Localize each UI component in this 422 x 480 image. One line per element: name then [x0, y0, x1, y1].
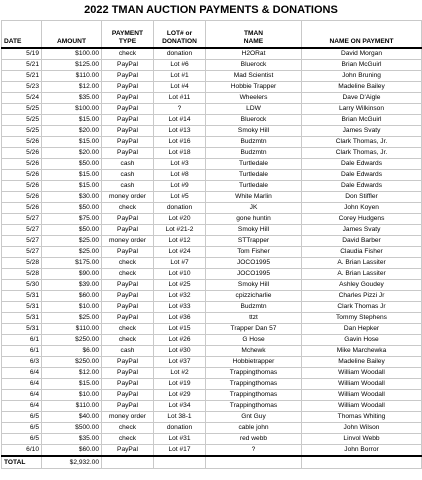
table-row: [2, 82, 422, 93]
cell-lot-or-donation: Lot #36: [154, 313, 206, 324]
cell-lot-or-donation: Lot #24: [154, 247, 206, 258]
total-row: [2, 456, 422, 469]
cell-date: 5/26: [2, 192, 42, 203]
cell-payment-type: check: [102, 258, 154, 269]
cell-name-on-payment: Claudia Fisher: [302, 247, 422, 258]
cell-amount: $35.00: [42, 434, 102, 445]
header-name-on-payment: NAME ON PAYMENT: [302, 21, 422, 49]
cell-date: 5/28: [2, 258, 42, 269]
cell-amount: $10.00: [42, 302, 102, 313]
cell-payment-type: PayPal: [102, 390, 154, 401]
cell-payment-type: check: [102, 48, 154, 60]
table-row: [2, 214, 422, 225]
cell-tman-name: Trappingthomas: [206, 379, 302, 390]
cell-amount: $90.00: [42, 269, 102, 280]
cell-name-on-payment: Madeline Bailey: [302, 82, 422, 93]
empty-cell: [154, 456, 206, 469]
cell-lot-or-donation: Lot #12: [154, 236, 206, 247]
cell-name-on-payment: Brian McGuirl: [302, 115, 422, 126]
cell-name-on-payment: Clark Thomas Jr: [302, 302, 422, 313]
table-row: [2, 126, 422, 137]
cell-date: 6/5: [2, 434, 42, 445]
cell-payment-type: PayPal: [102, 214, 154, 225]
table-row: [2, 60, 422, 71]
cell-amount: $75.00: [42, 214, 102, 225]
cell-tman-name: Wheelers: [206, 93, 302, 104]
cell-payment-type: PayPal: [102, 104, 154, 115]
cell-lot-or-donation: Lot #7: [154, 258, 206, 269]
cell-amount: $20.00: [42, 126, 102, 137]
cell-tman-name: Hobbietrapper: [206, 357, 302, 368]
table-row: [2, 346, 422, 357]
table-row: [2, 104, 422, 115]
cell-name-on-payment: A. Brian Lassiter: [302, 269, 422, 280]
cell-tman-name: Turtledale: [206, 159, 302, 170]
cell-name-on-payment: A. Brian Lassiter: [302, 258, 422, 269]
cell-date: 5/26: [2, 203, 42, 214]
cell-amount: $50.00: [42, 225, 102, 236]
cell-date: 5/27: [2, 247, 42, 258]
table-row: [2, 258, 422, 269]
cell-lot-or-donation: Lot #9: [154, 181, 206, 192]
table-row: [2, 203, 422, 214]
cell-payment-type: PayPal: [102, 401, 154, 412]
cell-date: 6/4: [2, 390, 42, 401]
cell-name-on-payment: Clark Thomas, Jr.: [302, 137, 422, 148]
empty-cell: [206, 456, 302, 469]
cell-lot-or-donation: Lot #34: [154, 401, 206, 412]
cell-lot-or-donation: Lot #11: [154, 93, 206, 104]
cell-date: 6/10: [2, 445, 42, 457]
cell-amount: $15.00: [42, 115, 102, 126]
total-amount: $2,932.00: [42, 456, 102, 469]
cell-lot-or-donation: Lot 38-1: [154, 412, 206, 423]
cell-payment-type: PayPal: [102, 313, 154, 324]
cell-lot-or-donation: Lot #29: [154, 390, 206, 401]
header-lot-or-donation: LOT# or DONATION: [154, 21, 206, 49]
cell-amount: $30.00: [42, 192, 102, 203]
cell-payment-type: check: [102, 324, 154, 335]
cell-lot-or-donation: donation: [154, 423, 206, 434]
cell-tman-name: Budzmtn: [206, 302, 302, 313]
cell-date: 5/28: [2, 269, 42, 280]
cell-tman-name: LDW: [206, 104, 302, 115]
cell-lot-or-donation: Lot #5: [154, 192, 206, 203]
cell-name-on-payment: Dave D'Aigle: [302, 93, 422, 104]
cell-payment-type: PayPal: [102, 148, 154, 159]
table-row: [2, 357, 422, 368]
cell-lot-or-donation: Lot #33: [154, 302, 206, 313]
cell-payment-type: PayPal: [102, 82, 154, 93]
table-row: [2, 324, 422, 335]
cell-lot-or-donation: Lot #37: [154, 357, 206, 368]
cell-name-on-payment: John Koyen: [302, 203, 422, 214]
cell-name-on-payment: William Woodall: [302, 401, 422, 412]
cell-date: 5/31: [2, 324, 42, 335]
cell-amount: $25.00: [42, 247, 102, 258]
cell-tman-name: Smoky Hill: [206, 225, 302, 236]
cell-payment-type: cash: [102, 181, 154, 192]
header-amount: AMOUNT: [42, 21, 102, 49]
cell-amount: $20.00: [42, 148, 102, 159]
cell-tman-name: Turtledale: [206, 181, 302, 192]
cell-payment-type: PayPal: [102, 291, 154, 302]
cell-name-on-payment: John Borror: [302, 445, 422, 457]
cell-date: 5/31: [2, 302, 42, 313]
cell-date: 6/5: [2, 412, 42, 423]
cell-payment-type: PayPal: [102, 302, 154, 313]
table-row: [2, 236, 422, 247]
cell-date: 6/3: [2, 357, 42, 368]
cell-amount: $15.00: [42, 181, 102, 192]
cell-name-on-payment: Dale Edwards: [302, 159, 422, 170]
cell-tman-name: gone huntin: [206, 214, 302, 225]
cell-payment-type: PayPal: [102, 225, 154, 236]
cell-name-on-payment: David Morgan: [302, 48, 422, 60]
header-row: [2, 21, 422, 49]
cell-amount: $100.00: [42, 48, 102, 60]
cell-name-on-payment: Dan Hepker: [302, 324, 422, 335]
cell-tman-name: Budzmtn: [206, 148, 302, 159]
cell-name-on-payment: Corey Hudgens: [302, 214, 422, 225]
cell-lot-or-donation: Lot #14: [154, 115, 206, 126]
table-row: [2, 445, 422, 457]
cell-tman-name: ?: [206, 445, 302, 457]
cell-tman-name: Hobbie Trapper: [206, 82, 302, 93]
sheet-title: 2022 TMAN AUCTION PAYMENTS & DONATIONS: [84, 4, 338, 16]
table-row: [2, 401, 422, 412]
table-row: [2, 280, 422, 291]
cell-name-on-payment: Dale Edwards: [302, 181, 422, 192]
cell-name-on-payment: Larry Wilkinson: [302, 104, 422, 115]
cell-tman-name: Turtledale: [206, 170, 302, 181]
table-row: [2, 170, 422, 181]
table-row: [2, 225, 422, 236]
cell-payment-type: PayPal: [102, 60, 154, 71]
header-tman-name: TMAN NAME: [206, 21, 302, 49]
cell-payment-type: check: [102, 203, 154, 214]
cell-tman-name: Trappingthomas: [206, 368, 302, 379]
cell-date: 5/21: [2, 60, 42, 71]
cell-lot-or-donation: Lot #18: [154, 148, 206, 159]
cell-payment-type: PayPal: [102, 115, 154, 126]
empty-cell: [102, 456, 154, 469]
cell-name-on-payment: Charles Pizzi Jr: [302, 291, 422, 302]
cell-payment-type: money order: [102, 192, 154, 203]
cell-lot-or-donation: Lot #15: [154, 324, 206, 335]
total-label: TOTAL: [2, 456, 42, 469]
cell-amount: $110.00: [42, 324, 102, 335]
cell-tman-name: Mchewk: [206, 346, 302, 357]
cell-tman-name: Gnt Guy: [206, 412, 302, 423]
cell-name-on-payment: Madeline Bailey: [302, 357, 422, 368]
table-row: [2, 48, 422, 60]
cell-payment-type: check: [102, 335, 154, 346]
header-payment-type: PAYMENT TYPE: [102, 21, 154, 49]
cell-payment-type: PayPal: [102, 137, 154, 148]
table-row: [2, 291, 422, 302]
cell-payment-type: PayPal: [102, 247, 154, 258]
table-row: [2, 148, 422, 159]
cell-tman-name: Smoky Hill: [206, 280, 302, 291]
cell-date: 5/25: [2, 104, 42, 115]
cell-amount: $100.00: [42, 104, 102, 115]
table-row: [2, 379, 422, 390]
cell-date: 5/26: [2, 137, 42, 148]
cell-date: 5/23: [2, 82, 42, 93]
cell-payment-type: PayPal: [102, 379, 154, 390]
table-row: [2, 412, 422, 423]
cell-tman-name: Bluerock: [206, 60, 302, 71]
cell-lot-or-donation: Lot #32: [154, 291, 206, 302]
cell-date: 5/27: [2, 236, 42, 247]
cell-name-on-payment: Don Stiffler: [302, 192, 422, 203]
header-date: DATE: [2, 21, 42, 49]
cell-amount: $10.00: [42, 390, 102, 401]
cell-amount: $35.00: [42, 93, 102, 104]
cell-payment-type: PayPal: [102, 93, 154, 104]
cell-lot-or-donation: Lot #8: [154, 170, 206, 181]
cell-payment-type: money order: [102, 412, 154, 423]
cell-date: 6/5: [2, 423, 42, 434]
cell-tman-name: ttzt: [206, 313, 302, 324]
cell-date: 6/4: [2, 379, 42, 390]
table-row: [2, 71, 422, 82]
cell-lot-or-donation: donation: [154, 48, 206, 60]
cell-tman-name: JOCO1995: [206, 258, 302, 269]
cell-lot-or-donation: Lot #4: [154, 82, 206, 93]
table-row: [2, 269, 422, 280]
cell-date: 5/25: [2, 126, 42, 137]
cell-amount: $40.00: [42, 412, 102, 423]
cell-tman-name: STTrapper: [206, 236, 302, 247]
cell-tman-name: Bluerock: [206, 115, 302, 126]
cell-date: 5/26: [2, 181, 42, 192]
empty-cell: [302, 456, 422, 469]
cell-lot-or-donation: Lot #30: [154, 346, 206, 357]
cell-tman-name: JOCO1995: [206, 269, 302, 280]
cell-lot-or-donation: Lot #20: [154, 214, 206, 225]
cell-amount: $500.00: [42, 423, 102, 434]
cell-name-on-payment: Linvol Webb: [302, 434, 422, 445]
cell-date: 5/25: [2, 115, 42, 126]
payments-table: [1, 20, 422, 469]
cell-payment-type: money order: [102, 236, 154, 247]
cell-name-on-payment: David Barber: [302, 236, 422, 247]
cell-lot-or-donation: Lot #21-2: [154, 225, 206, 236]
cell-amount: $250.00: [42, 357, 102, 368]
cell-name-on-payment: William Woodall: [302, 390, 422, 401]
cell-date: 5/26: [2, 159, 42, 170]
cell-amount: $110.00: [42, 401, 102, 412]
cell-tman-name: JK: [206, 203, 302, 214]
cell-name-on-payment: Ashley Goudey: [302, 280, 422, 291]
cell-lot-or-donation: Lot #13: [154, 126, 206, 137]
cell-amount: $15.00: [42, 170, 102, 181]
cell-lot-or-donation: Lot #1: [154, 71, 206, 82]
cell-lot-or-donation: Lot #26: [154, 335, 206, 346]
cell-tman-name: Trappingthomas: [206, 390, 302, 401]
cell-date: 5/26: [2, 170, 42, 181]
table-row: [2, 313, 422, 324]
cell-name-on-payment: Gavin Hose: [302, 335, 422, 346]
cell-tman-name: cpizzicharlie: [206, 291, 302, 302]
cell-tman-name: Trappingthomas: [206, 401, 302, 412]
table-row: [2, 368, 422, 379]
cell-payment-type: cash: [102, 170, 154, 181]
cell-amount: $15.00: [42, 379, 102, 390]
cell-tman-name: Trapper Dan 57: [206, 324, 302, 335]
cell-amount: $25.00: [42, 236, 102, 247]
cell-amount: $15.00: [42, 137, 102, 148]
cell-date: 6/4: [2, 368, 42, 379]
cell-payment-type: check: [102, 269, 154, 280]
cell-tman-name: G Hose: [206, 335, 302, 346]
cell-date: 5/24: [2, 93, 42, 104]
cell-date: 5/31: [2, 291, 42, 302]
table-row: [2, 192, 422, 203]
cell-date: 6/1: [2, 335, 42, 346]
cell-date: 6/4: [2, 401, 42, 412]
cell-date: 5/30: [2, 280, 42, 291]
cell-name-on-payment: John Bruning: [302, 71, 422, 82]
cell-date: 5/19: [2, 48, 42, 60]
cell-lot-or-donation: Lot #6: [154, 60, 206, 71]
cell-amount: $50.00: [42, 159, 102, 170]
cell-lot-or-donation: Lot #3: [154, 159, 206, 170]
cell-name-on-payment: William Woodall: [302, 368, 422, 379]
cell-tman-name: H2ORat: [206, 48, 302, 60]
cell-amount: $12.00: [42, 82, 102, 93]
table-row: [2, 115, 422, 126]
cell-lot-or-donation: donation: [154, 203, 206, 214]
table-row: [2, 302, 422, 313]
table-row: [2, 434, 422, 445]
table-row: [2, 181, 422, 192]
cell-tman-name: Tom Fisher: [206, 247, 302, 258]
cell-tman-name: red webb: [206, 434, 302, 445]
cell-lot-or-donation: Lot #16: [154, 137, 206, 148]
table-row: [2, 335, 422, 346]
cell-lot-or-donation: Lot #10: [154, 269, 206, 280]
cell-lot-or-donation: Lot #31: [154, 434, 206, 445]
cell-name-on-payment: William Woodall: [302, 379, 422, 390]
cell-payment-type: PayPal: [102, 357, 154, 368]
cell-tman-name: White Marlin: [206, 192, 302, 203]
cell-date: 5/26: [2, 148, 42, 159]
cell-amount: $12.00: [42, 368, 102, 379]
cell-date: 6/1: [2, 346, 42, 357]
cell-tman-name: Smoky Hill: [206, 126, 302, 137]
cell-amount: $60.00: [42, 291, 102, 302]
cell-name-on-payment: Clark Thomas, Jr.: [302, 148, 422, 159]
cell-amount: $250.00: [42, 335, 102, 346]
cell-date: 5/31: [2, 313, 42, 324]
cell-amount: $175.00: [42, 258, 102, 269]
cell-name-on-payment: James Svaty: [302, 126, 422, 137]
cell-amount: $6.00: [42, 346, 102, 357]
table-row: [2, 93, 422, 104]
cell-date: 5/27: [2, 214, 42, 225]
cell-tman-name: Mad Scientist: [206, 71, 302, 82]
cell-lot-or-donation: ?: [154, 104, 206, 115]
cell-amount: $60.00: [42, 445, 102, 457]
cell-payment-type: check: [102, 423, 154, 434]
cell-amount: $39.00: [42, 280, 102, 291]
cell-payment-type: PayPal: [102, 71, 154, 82]
cell-payment-type: cash: [102, 159, 154, 170]
table-row: [2, 390, 422, 401]
table-row: [2, 159, 422, 170]
cell-payment-type: PayPal: [102, 280, 154, 291]
cell-lot-or-donation: Lot #25: [154, 280, 206, 291]
cell-amount: $110.00: [42, 71, 102, 82]
cell-name-on-payment: Thomas Whiting: [302, 412, 422, 423]
cell-tman-name: cable john: [206, 423, 302, 434]
cell-lot-or-donation: Lot #17: [154, 445, 206, 457]
cell-lot-or-donation: Lot #2: [154, 368, 206, 379]
cell-date: 5/21: [2, 71, 42, 82]
cell-name-on-payment: Tommy Stephens: [302, 313, 422, 324]
table-row: [2, 423, 422, 434]
cell-amount: $25.00: [42, 313, 102, 324]
cell-name-on-payment: John Wilson: [302, 423, 422, 434]
cell-name-on-payment: Dale Edwards: [302, 170, 422, 181]
cell-name-on-payment: James Svaty: [302, 225, 422, 236]
table-row: [2, 247, 422, 258]
table-row: [2, 137, 422, 148]
cell-lot-or-donation: Lot #19: [154, 379, 206, 390]
cell-payment-type: cash: [102, 346, 154, 357]
cell-tman-name: Budzmtn: [206, 137, 302, 148]
cell-payment-type: PayPal: [102, 445, 154, 457]
cell-date: 5/27: [2, 225, 42, 236]
cell-amount: $50.00: [42, 203, 102, 214]
cell-payment-type: check: [102, 434, 154, 445]
cell-name-on-payment: Brian McGuirl: [302, 60, 422, 71]
cell-payment-type: PayPal: [102, 368, 154, 379]
cell-name-on-payment: Mike Marchewka: [302, 346, 422, 357]
cell-amount: $125.00: [42, 60, 102, 71]
cell-payment-type: PayPal: [102, 126, 154, 137]
